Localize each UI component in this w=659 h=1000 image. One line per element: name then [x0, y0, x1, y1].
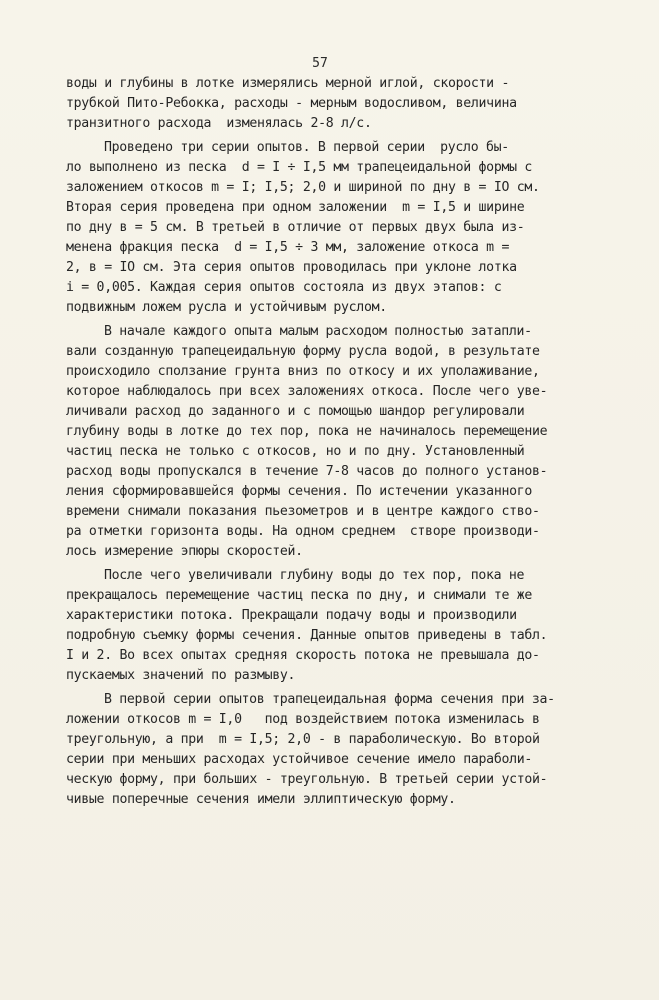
text-line: ло выполнено из песка d = I ÷ I,5 мм трапецеидальной формы с — [66, 160, 533, 175]
text-line: трубкой Пито-Ребокка, расходы - мерным водосливом, величина — [66, 96, 517, 111]
text-line: Проведено три серии опытов. В первой серии русло бы- — [104, 140, 509, 155]
text-line: подвижным ложем русла и устойчивым руслом. — [66, 300, 387, 315]
text-line: ления сформировавшейся формы сечения. По истечении указанного — [66, 484, 533, 499]
text-line: глубину воды в лотке до тех пор, пока не начиналось перемещение — [66, 424, 548, 439]
text-line: После чего увеличивали глубину воды до тех пор, пока не — [104, 568, 525, 583]
text-line: частиц песка не только с откосов, но и по дну. Установленный — [66, 444, 525, 459]
text-line: серии при меньших расходах устойчивое сечение имело параболи- — [66, 752, 533, 767]
text-line: Вторая серия проведена при одном заложении m = I,5 и ширине — [66, 200, 525, 215]
text-line: подробную съемку формы сечения. Данные опытов приведены в табл. — [66, 628, 548, 643]
text-line: которое наблюдалось при всех заложениях откоса. После чего уве- — [66, 384, 548, 399]
text-line: ра отметки горизонта воды. На одном среднем створе производи- — [66, 524, 540, 539]
text-line: чивые поперечные сечения имели эллиптическую форму. — [66, 792, 456, 807]
text-line: I и 2. Во всех опытах средняя скорость потока не превышала до- — [66, 648, 540, 663]
text-line: 2, в = IO см. Эта серия опытов проводилась при уклоне лотка — [66, 260, 517, 275]
text-line: ложении откосов m = I,0 под воздействием потока изменилась в — [66, 712, 540, 727]
text-line: лось измерение эпюры скоростей. — [66, 544, 303, 559]
text-line: менена фракция песка d = I,5 ÷ 3 мм, заложение откоса m = — [66, 240, 510, 255]
text-line: В первой серии опытов трапецеидальная форма сечения при за- — [104, 692, 555, 707]
text-line: вали созданную трапецеидальную форму русла водой, в результате — [66, 344, 540, 359]
text-line: воды и глубины в лотке измерялись мерной иглой, скорости - — [66, 76, 510, 91]
text-line: транзитного расхода изменялась 2-8 л/с. — [66, 116, 372, 131]
text-line: заложением откосов m = I; I,5; 2,0 и шириной по дну в = IO см. — [66, 180, 540, 195]
text-line: времени снимали показания пьезометров и в центре каждого ство- — [66, 504, 540, 519]
text-line: личивали расход до заданного и с помощью шандор регулировали — [66, 404, 525, 419]
text-line: расход воды пропускался в течение 7-8 часов до полного установ- — [66, 464, 548, 479]
text-line: В начале каждого опыта малым расходом полностью затапли- — [104, 324, 532, 339]
text-line: характеристики потока. Прекращали подачу воды и производили — [66, 608, 517, 623]
text-line: ческую форму, при больших - треугольную. В третьей серии устой- — [66, 772, 548, 787]
page-number: 57 — [312, 56, 328, 71]
text-line: происходило сползание грунта вниз по откосу и их уполаживание, — [66, 364, 540, 379]
text-line: по дну в = 5 см. В третьей в отличие от первых двух была из- — [66, 220, 525, 235]
text-line: пускаемых значений по размыву. — [66, 668, 296, 683]
text-line: прекращалось перемещение частиц песка по дну, и снимали те же — [66, 588, 533, 603]
text-line: i = 0,005. Каждая серия опытов состояла из двух этапов: с — [66, 280, 502, 295]
text-line: треугольную, а при m = I,5; 2,0 - в параболическую. Во второй — [66, 732, 540, 747]
